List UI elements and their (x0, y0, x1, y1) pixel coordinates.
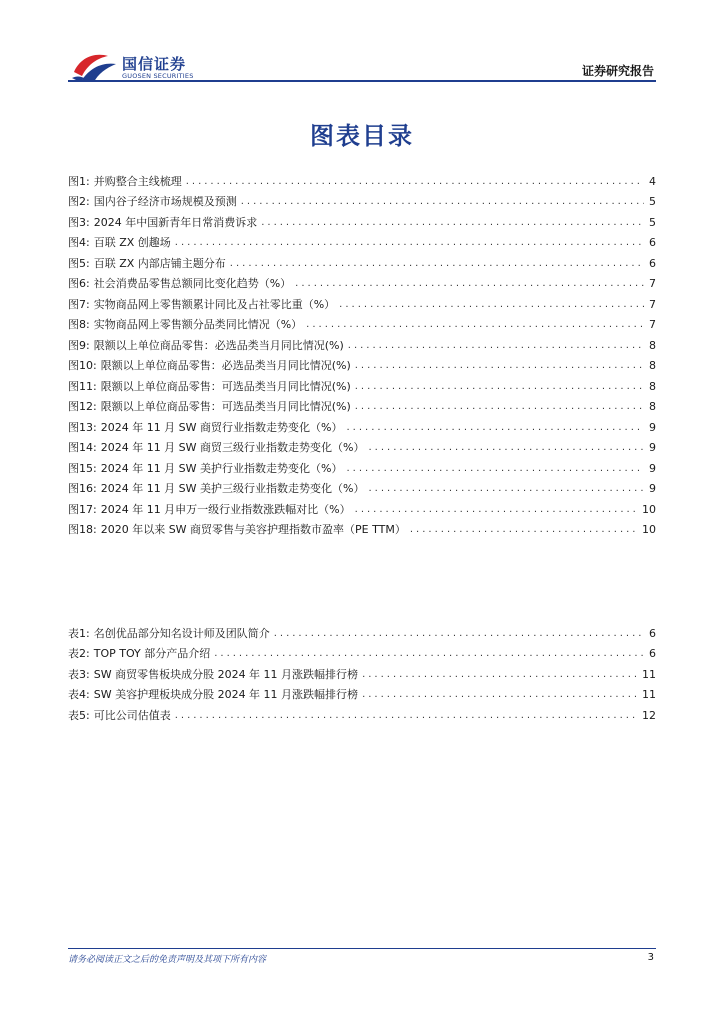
entry-title: 社会消费品零售总额同比变化趋势（%） (93, 277, 292, 290)
dot-leader (369, 441, 645, 455)
dot-leader (355, 380, 644, 394)
entry-page-number: 9 (649, 441, 656, 454)
entry-label: 图3: (68, 215, 90, 229)
entry-page-number: 12 (642, 708, 656, 722)
entry-title: 百联 ZX 内部店铺主题分布 (93, 256, 226, 270)
dot-leader (355, 359, 644, 373)
dot-leader (348, 339, 644, 353)
entry-page-number: 10 (642, 523, 656, 536)
entry-page-number: 9 (649, 420, 656, 434)
dot-leader (306, 318, 644, 332)
figure-toc-entry[interactable] (68, 332, 656, 353)
entry-title: 2024 年 11 月申万一级行业指数涨跌幅对比（%） (100, 502, 351, 516)
dot-leader (241, 195, 644, 209)
entry-label: 图1: (68, 174, 90, 188)
figure-toc-entry[interactable] (68, 394, 656, 415)
entry-page-number: 7 (649, 318, 656, 331)
entry-title: 百联 ZX 创趣场 (93, 236, 171, 249)
entry-title: 限额以上单位商品零售：必选品类当月同比情况(%) (93, 338, 344, 352)
entry-page-number: 8 (649, 338, 656, 352)
figure-toc-entry[interactable] (68, 271, 656, 292)
entry-page-number: 8 (649, 359, 656, 372)
figure-toc-entry[interactable] (68, 353, 656, 374)
entry-label: 图16: (68, 482, 97, 495)
guosen-logo-icon (70, 50, 118, 84)
entry-title: 限额以上单位商品零售：可选品类当月同比情况(%) (100, 379, 351, 393)
dot-leader (362, 668, 638, 682)
entry-title: 并购整合主线梳理 (93, 174, 182, 188)
header-divider (68, 80, 656, 82)
dot-leader (175, 236, 644, 250)
entry-page-number: 7 (649, 297, 656, 311)
entry-title: 2024 年 11 月 SW 美护行业指数走势变化（%） (100, 461, 343, 475)
entry-label: 图4: (68, 236, 90, 249)
entry-page-number: 5 (649, 195, 656, 208)
dot-leader (261, 216, 644, 230)
dot-leader (186, 175, 644, 189)
entry-page-number: 7 (649, 277, 656, 290)
entry-title: SW 美容护理板块成分股 2024 年 11 月涨跌幅排行榜 (93, 688, 359, 701)
entry-title: 名创优品部分知名设计师及团队简介 (93, 626, 270, 640)
entry-page-number: 5 (649, 215, 656, 229)
entry-title: 国内谷子经济市场规模及预测 (93, 195, 237, 208)
entry-page-number: 6 (649, 236, 656, 249)
dot-leader (230, 257, 644, 271)
entry-label: 图9: (68, 338, 90, 352)
dot-leader (410, 523, 638, 537)
entry-title: TOP TOY 部分产品介绍 (93, 647, 211, 660)
entry-page-number: 6 (649, 256, 656, 270)
entry-title: 2024 年中国新青年日常消费诉求 (93, 215, 258, 229)
entry-label: 图11: (68, 379, 97, 393)
entry-page-number: 9 (649, 461, 656, 475)
table-toc-entry[interactable] (68, 682, 656, 703)
dot-leader (295, 277, 644, 291)
logo-english-name: GUOSEN SECURITIES (122, 72, 194, 80)
figure-toc-entry[interactable] (68, 414, 656, 435)
entry-label: 表5: (68, 708, 90, 722)
page-header (0, 0, 724, 84)
entry-title: 实物商品网上零售额分品类同比情况（%） (93, 318, 303, 331)
figure-toc-entry[interactable] (68, 250, 656, 271)
figure-list (68, 168, 656, 537)
entry-title: 可比公司估值表 (93, 708, 171, 722)
figure-toc-entry[interactable] (68, 517, 656, 538)
table-toc-entry[interactable] (68, 620, 656, 641)
figure-toc-entry[interactable] (68, 168, 656, 189)
entry-label: 图15: (68, 461, 97, 475)
entry-title: 2024 年 11 月 SW 商贸三级行业指数走势变化（%） (100, 441, 365, 454)
dot-leader (347, 421, 645, 435)
entry-label: 表2: (68, 647, 90, 660)
dot-leader (355, 503, 638, 517)
dot-leader (339, 298, 644, 312)
logo-chinese-name: 国信证券 (122, 55, 187, 73)
entry-page-number: 6 (649, 647, 656, 660)
footer-disclaimer: 请务必阅读正文之后的免责声明及其项下所有内容 (68, 955, 267, 965)
entry-label: 图10: (68, 359, 97, 372)
entry-title: 2020 年以来 SW 商贸零售与美容护理指数市盈率（PE TTM） (100, 523, 406, 536)
dot-leader (355, 400, 644, 414)
entry-title: 限额以上单位商品零售：必选品类当月同比情况(%) (100, 359, 351, 372)
figure-toc-entry[interactable] (68, 312, 656, 333)
entry-title: SW 商贸零售板块成分股 2024 年 11 月涨跌幅排行榜 (93, 667, 359, 681)
figure-toc-entry[interactable] (68, 209, 656, 230)
entry-label: 图8: (68, 318, 90, 331)
entry-page-number: 8 (649, 379, 656, 393)
entry-label: 图6: (68, 277, 90, 290)
entry-title: 实物商品网上零售额累计同比及占社零比重（%） (93, 297, 336, 311)
table-list (68, 620, 656, 723)
figure-toc-entry[interactable] (68, 230, 656, 251)
entry-page-number: 4 (649, 174, 656, 188)
figure-toc-entry[interactable] (68, 373, 656, 394)
figure-toc-entry[interactable] (68, 435, 656, 456)
entry-page-number: 6 (649, 626, 656, 640)
page-number: 3 (647, 952, 654, 963)
entry-label: 表3: (68, 667, 90, 681)
entry-label: 图7: (68, 297, 90, 311)
table-toc-entry[interactable] (68, 661, 656, 682)
entry-label: 图18: (68, 523, 97, 536)
entry-label: 图14: (68, 441, 97, 454)
entry-page-number: 11 (642, 688, 656, 701)
dot-leader (175, 709, 638, 723)
page-title: 图表目录 (310, 122, 414, 150)
entry-label: 表1: (68, 626, 90, 640)
entry-page-number: 9 (649, 482, 656, 495)
entry-page-number: 11 (642, 667, 656, 681)
entry-title: 2024 年 11 月 SW 美护三级行业指数走势变化（%） (100, 482, 365, 495)
dot-leader (347, 462, 645, 476)
entry-label: 图5: (68, 256, 90, 270)
dot-leader (369, 482, 645, 496)
table-toc-entry[interactable] (68, 702, 656, 723)
report-type-label: 证券研究报告 (581, 64, 654, 78)
dot-leader (274, 627, 644, 641)
guosen-logo (70, 50, 200, 84)
table-toc-entry[interactable] (68, 641, 656, 662)
figure-toc-entry[interactable] (68, 476, 656, 497)
entry-page-number: 10 (642, 502, 656, 516)
entry-label: 图17: (68, 502, 97, 516)
figure-toc-entry[interactable] (68, 291, 656, 312)
figure-toc-entry[interactable] (68, 496, 656, 517)
entry-label: 图12: (68, 400, 97, 413)
entry-label: 图13: (68, 420, 97, 434)
dot-leader (362, 688, 638, 702)
dot-leader (214, 647, 644, 661)
entry-title: 限额以上单位商品零售：可选品类当月同比情况(%) (100, 400, 351, 413)
entry-page-number: 8 (649, 400, 656, 413)
figure-toc-entry[interactable] (68, 189, 656, 210)
entry-label: 图2: (68, 195, 90, 208)
entry-title: 2024 年 11 月 SW 商贸行业指数走势变化（%） (100, 420, 343, 434)
footer-divider (68, 948, 656, 949)
figure-toc-entry[interactable] (68, 455, 656, 476)
entry-label: 表4: (68, 688, 90, 701)
